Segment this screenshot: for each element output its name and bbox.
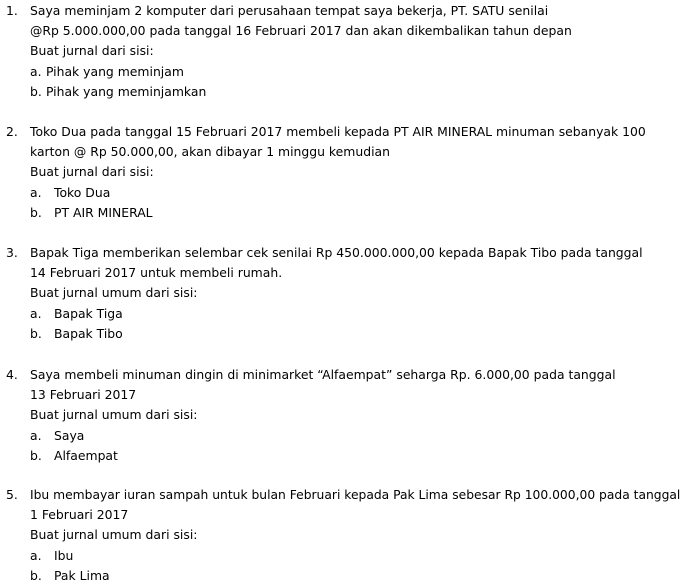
option-letter: b. (30, 568, 42, 583)
question-instruction: Buat jurnal dari sisi: (30, 164, 154, 179)
option-letter: b. (30, 326, 42, 341)
option-text: Bapak Tibo (54, 326, 123, 341)
option-letter: a. (30, 185, 42, 200)
option-b (30, 82, 206, 102)
question-text-line: karton @ Rp 50.000,00, akan dibayar 1 minggu kemudian (30, 144, 390, 159)
question-text-line: Saya membeli minuman dingin di minimarket “Alfaempat” seharga Rp. 6.000,00 pada tanggal (30, 367, 616, 382)
question-number: 1. (6, 3, 18, 18)
option-letter: b. (30, 84, 42, 99)
question-instruction: Buat jurnal umum dari sisi: (30, 285, 198, 300)
question-number: 3. (6, 245, 18, 260)
question-text-line: Bapak Tiga memberikan selembar cek senilai Rp 450.000.000,00 kepada Bapak Tibo pada tanggal (30, 245, 643, 260)
option-text: Toko Dua (54, 185, 111, 200)
question-text-line: 13 Februari 2017 (30, 387, 137, 402)
option-text: Pihak yang meminjam (45, 64, 184, 79)
question-instruction: Buat jurnal dari sisi: (30, 43, 154, 58)
option-text: Bapak Tiga (54, 306, 123, 321)
option-a (30, 62, 184, 82)
option-letter: b. (30, 205, 42, 220)
option-text: Alfaempat (54, 448, 118, 463)
option-letter: b. (30, 448, 42, 463)
option-letter: a. (30, 306, 42, 321)
option-text: Pak Lima (54, 568, 110, 583)
question-text-line: 1 Februari 2017 (30, 507, 129, 522)
option-text: Pihak yang meminjamkan (45, 84, 207, 99)
question-text-line: @Rp 5.000.000,00 pada tanggal 16 Februari 2017 dan akan dikembalikan tahun depan (30, 23, 572, 38)
option-text: Ibu (54, 548, 74, 563)
question-number: 4. (6, 367, 18, 382)
question-instruction: Buat jurnal umum dari sisi: (30, 407, 198, 422)
question-number: 2. (6, 124, 18, 139)
option-letter: a. (30, 64, 42, 79)
option-letter: a. (30, 428, 42, 443)
question-text-line: Toko Dua pada tanggal 15 Februari 2017 membeli kepada PT AIR MINERAL minuman sebanyak 100 (30, 124, 646, 139)
question-text-line: Saya meminjam 2 komputer dari perusahaan tempat saya bekerja, PT. SATU senilai (30, 3, 549, 18)
option-text: Saya (54, 428, 85, 443)
question-number: 5. (6, 487, 18, 502)
option-letter: a. (30, 548, 42, 563)
question-text-line: Ibu membayar iuran sampah untuk bulan Februari kepada Pak Lima sebesar Rp 100.000,00 pada tanggal (30, 488, 681, 502)
question-instruction: Buat jurnal umum dari sisi: (30, 527, 198, 542)
question-text-line: 14 Februari 2017 untuk membeli rumah. (30, 265, 283, 280)
option-text: PT AIR MINERAL (54, 205, 153, 220)
